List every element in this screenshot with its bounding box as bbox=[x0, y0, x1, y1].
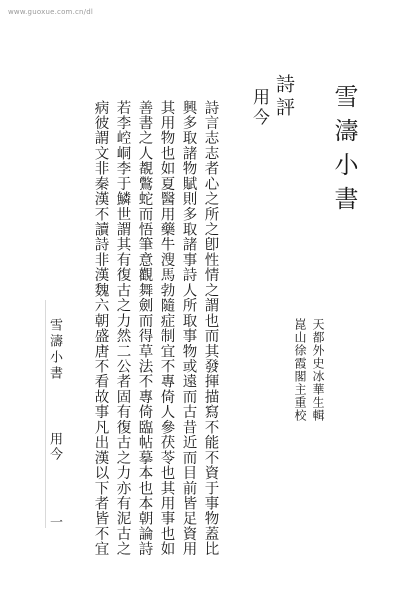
body-column-1: 詩言志志者心之所之卽性情之謂也而其發揮描寫不能不資于事物蓋比 bbox=[202, 100, 219, 557]
credit-compiler: 天都外史冰華生輯 bbox=[311, 318, 325, 422]
margin-divider bbox=[45, 300, 46, 528]
margin-section-title: 用今 bbox=[47, 432, 62, 462]
subsection-heading: 用今 bbox=[249, 88, 269, 128]
watermark-url: www.guoxue.com.cn/dl bbox=[8, 8, 94, 16]
body-column-2: 興多取諸物賦則多取諸事詩人所取事物或遠而古昔近而目前皆足資用 bbox=[180, 100, 197, 557]
body-column-5: 若李崆峒李于鱗世謂其有復古之力然二公者固有復古之力亦有泥古之 bbox=[114, 100, 131, 557]
margin-book-title: 雪濤小書 bbox=[47, 318, 62, 382]
body-column-3: 其用物也如夏醫用藥牛溲馬勃隨症制宜不專倚人參茯苓也其用事也如 bbox=[158, 100, 175, 557]
book-title: 雪濤小書 bbox=[330, 84, 358, 220]
credit-editor: 崑山徐霞閣主重校 bbox=[293, 318, 307, 422]
body-column-6: 病彼謂文非秦漢不讀詩非漢魏六朝盛唐不看故事凡出漢以下者皆不宜 bbox=[92, 100, 109, 557]
section-heading: 詩評 bbox=[273, 74, 295, 120]
body-column-4: 善書之人覩鷩蛇而悟筆意觀舞劍而得草法不專倚臨帖摹本也本朝論詩 bbox=[136, 100, 153, 557]
page-number: 一 bbox=[47, 515, 62, 528]
